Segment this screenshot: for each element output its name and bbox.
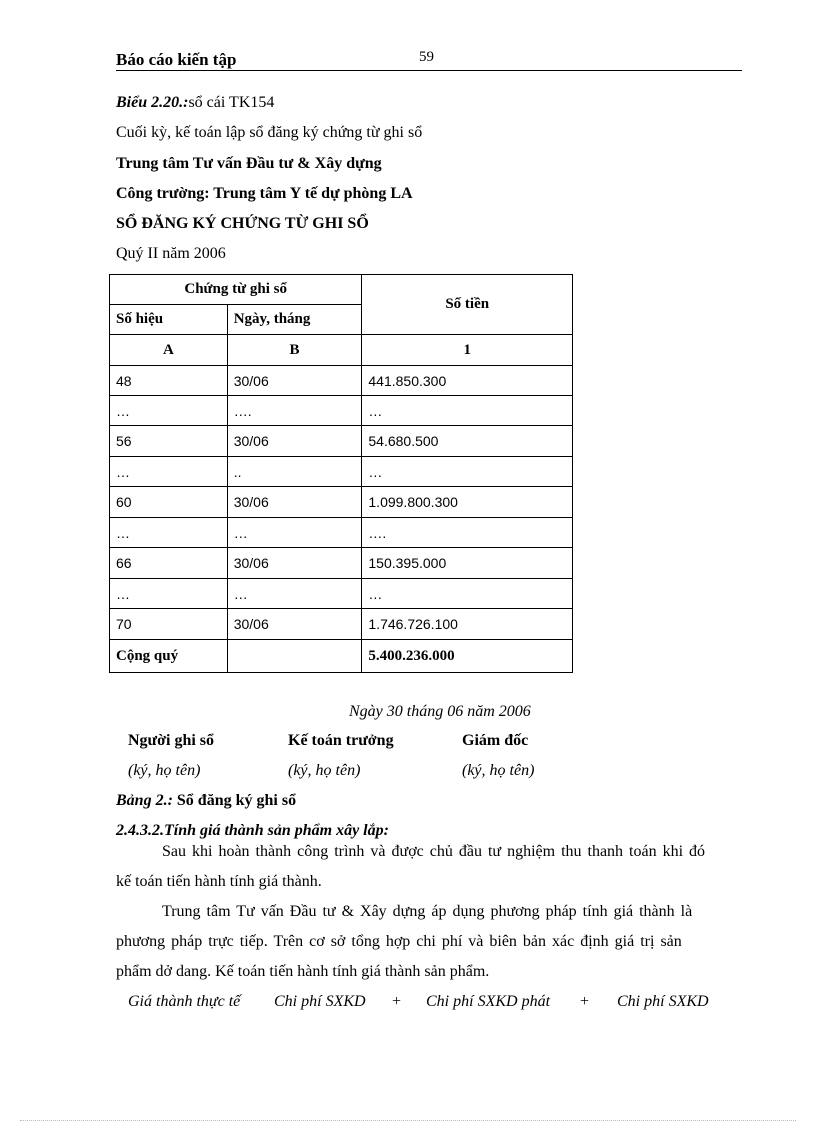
- period-label: Quý II năm 2006: [116, 245, 226, 262]
- paragraph-line: Trung tâm Tư vấn Đầu tư & Xây dựng áp dụng phương pháp tính giá thành là: [162, 903, 693, 920]
- formula-term: Chi phí SXKD: [617, 993, 709, 1010]
- amount-cell: …: [362, 457, 573, 487]
- date-cell: 30/06: [227, 609, 362, 640]
- index-b-cell: B: [227, 335, 362, 366]
- figure-label-text: sổ cái TK154: [188, 94, 275, 111]
- table-row: [110, 366, 573, 396]
- paragraph-line: phẩm dở dang. Kế toán tiến hành tính giá thành sản phẩm.: [116, 963, 490, 980]
- section-heading: 2.4.3.2.Tính giá thành sản phẩm xây lắp:: [116, 822, 389, 839]
- page-bottom-dotted-line: [20, 1120, 796, 1121]
- register-title: SỔ ĐĂNG KÝ CHỨNG TỪ GHI SỔ: [116, 215, 369, 232]
- signer-recorder: Người ghi sổ: [128, 732, 215, 749]
- table-row: [110, 548, 573, 579]
- number-cell: …: [110, 457, 228, 487]
- table-caption-text: Sổ đăng ký ghi sổ: [172, 792, 297, 809]
- table-row: [110, 426, 573, 457]
- figure-label: [116, 94, 274, 112]
- number-cell: 70: [110, 609, 228, 640]
- formula-plus: +: [392, 993, 402, 1010]
- index-1-cell: 1: [362, 335, 573, 366]
- site-name: Công trường: Trung tâm Y tế dự phòng LA: [116, 185, 413, 202]
- formula-plus: +: [580, 993, 590, 1010]
- formula-term: Chi phí SXKD phát: [426, 993, 551, 1010]
- number-cell: 66: [110, 548, 228, 579]
- signer-director: Giám đốc: [462, 732, 529, 749]
- organization-name: Trung tâm Tư vấn Đầu tư & Xây dựng: [116, 155, 382, 172]
- table-row: [110, 609, 573, 640]
- amount-cell: …: [362, 396, 573, 426]
- amount-cell: 150.395.000: [362, 548, 573, 579]
- paragraph-line: kế toán tiến hành tính giá thành.: [116, 873, 322, 890]
- number-header-cell: Số hiệu: [110, 305, 228, 335]
- number-cell: 56: [110, 426, 228, 457]
- total-label-cell: Cộng quý: [110, 640, 228, 673]
- sign-note: (ký, họ tên): [128, 762, 201, 779]
- date-cell: ..: [227, 457, 362, 487]
- formula-term: Giá thành thực tế: [128, 993, 241, 1010]
- date-cell: 30/06: [227, 366, 362, 396]
- header-divider: [116, 70, 742, 71]
- paragraph-line: phương pháp trực tiếp. Trên cơ sở tổng hợp chi phí và biên bản xác định giá trị sản: [116, 933, 682, 950]
- total-value-cell: 5.400.236.000: [362, 640, 573, 673]
- signature-date: Ngày 30 tháng 06 năm 2006: [349, 703, 531, 720]
- intro-line: Cuối kỳ, kế toán lập sổ đăng ký chứng từ ghi sổ: [116, 124, 423, 141]
- date-cell: 30/06: [227, 548, 362, 579]
- table-caption-number: Bảng 2.:: [116, 792, 173, 809]
- figure-label-number: Biểu 2.20.:: [116, 94, 189, 111]
- amount-cell: 1.099.800.300: [362, 487, 573, 518]
- signer-chief-accountant: Kế toán trưởng: [288, 732, 394, 749]
- sign-note: (ký, họ tên): [462, 762, 535, 779]
- amount-cell: ….: [362, 518, 573, 548]
- table-row: [110, 457, 573, 487]
- table-row: [110, 396, 573, 426]
- date-cell: 30/06: [227, 426, 362, 457]
- date-cell: 30/06: [227, 487, 362, 518]
- sign-note: (ký, họ tên): [288, 762, 361, 779]
- table-row: [110, 518, 573, 548]
- table-row: [110, 487, 573, 518]
- number-cell: 48: [110, 366, 228, 396]
- date-cell: ….: [227, 396, 362, 426]
- group-header-cell: Chứng từ ghi sổ: [110, 275, 362, 305]
- index-a-cell: A: [110, 335, 228, 366]
- date-cell: …: [227, 518, 362, 548]
- number-cell: …: [110, 518, 228, 548]
- report-title: Báo cáo kiến tập: [116, 50, 237, 69]
- number-cell: …: [110, 396, 228, 426]
- number-cell: 60: [110, 487, 228, 518]
- total-empty-cell: [227, 640, 362, 673]
- formula-term: Chi phí SXKD: [274, 993, 366, 1010]
- register-table: [109, 274, 573, 673]
- amount-cell: 54.680.500: [362, 426, 573, 457]
- table-row: [110, 579, 573, 609]
- paragraph-line: Sau khi hoàn thành công trình và được chủ đầu tư nghiệm thu thanh toán khi đó: [162, 843, 706, 860]
- table-index-row: [110, 335, 573, 366]
- amount-cell: 441.850.300: [362, 366, 573, 396]
- date-cell: …: [227, 579, 362, 609]
- amount-cell: …: [362, 579, 573, 609]
- table-header-row: [110, 275, 573, 305]
- number-cell: …: [110, 579, 228, 609]
- page-number: 59: [419, 49, 434, 65]
- amount-cell: 1.746.726.100: [362, 609, 573, 640]
- amount-header-cell: Số tiền: [362, 275, 573, 335]
- table-total-row: [110, 640, 573, 673]
- date-header-cell: Ngày, tháng: [227, 305, 362, 335]
- table-caption: [116, 792, 296, 810]
